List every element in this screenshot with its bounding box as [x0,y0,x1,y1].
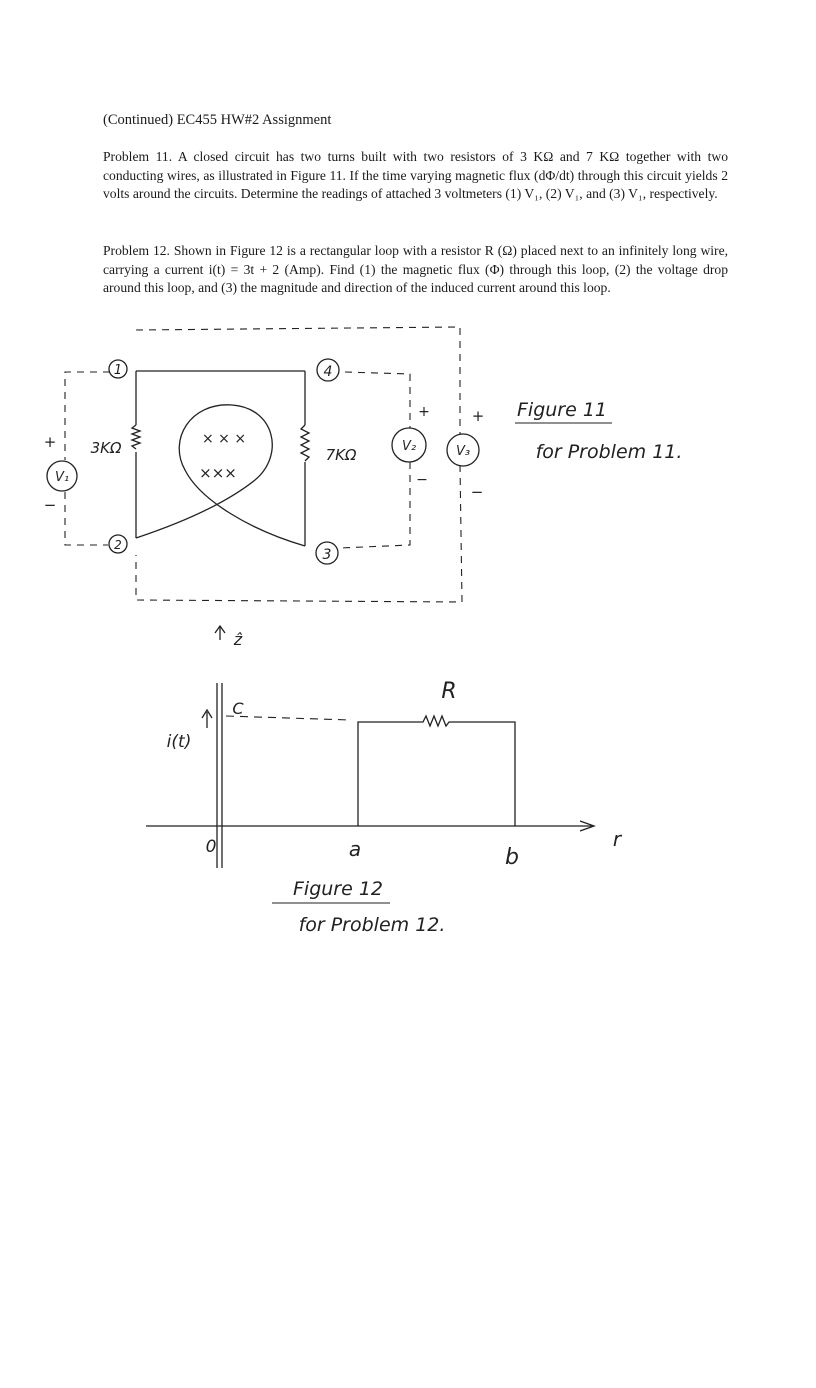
v2-lead-bottom [340,462,410,548]
figure-11-labels [44,363,683,563]
field-marks-row-1: × × × [201,431,247,447]
v1-minus-sign: − [43,496,57,514]
r-axis-label: r [612,827,622,851]
v3-lead-top [136,327,460,435]
v3-lead-bottom [136,465,462,602]
page-heading: (Continued) EC455 HW#2 Assignment [103,112,332,128]
rectangular-loop [358,716,515,826]
v2-plus-sign: + [418,404,430,420]
field-marks-row-2: ××× [199,464,237,482]
resistor-7k-symbol [301,425,309,461]
node-2-label: 2 [114,538,122,552]
v2-lead-top [345,372,410,428]
problem-12-text: Problem 12. Shown in Figure 12 is a rectangular loop with a resistor R (Ω) placed next to an infinitely long wire, carrying a current i(t) = 3t + 2 (Amp). Find (1) the magnetic flux (Φ) through this loop, (2) the voltage drop around this loop, and (3) the magnitude and direction of the induced current around this loop. [103,243,728,295]
caption-12-title: Figure 12 [292,878,384,900]
figure-12 [146,626,594,903]
v3-plus-sign: + [471,407,485,425]
resistor-r-label: R [441,679,457,704]
caption-11-subtitle: for Problem 11. [535,441,683,463]
resistor-3k-label: 3KΩ [90,439,122,457]
resistor-3k-symbol [132,425,140,449]
a-label: a [348,837,362,861]
origin-label: 0 [205,837,217,857]
current-label: i(t) [166,732,192,752]
v1-plus-sign: + [43,433,57,451]
b-label: b [505,845,519,870]
voltmeter-v1-label: V₁ [54,470,70,485]
v3-minus-sign: − [470,483,484,501]
node-4-label: 4 [323,364,333,380]
voltmeter-v2-label: V₂ [401,439,417,454]
resistor-7k-label: 7KΩ [325,446,357,464]
v2-minus-sign: − [416,472,428,488]
caption-11-title: Figure 11 [516,399,608,421]
node-1-label: 1 [113,363,123,378]
c-label: C [232,699,244,718]
z-axis-label: ẑ [233,630,243,649]
distance-dashed-line [226,716,350,720]
node-3-label: 3 [322,547,332,563]
v1-lead-bottom [65,492,108,545]
voltmeter-v3-label: V₃ [455,444,471,459]
caption-12-subtitle: for Problem 12. [298,914,446,936]
figure-12-labels [167,630,623,936]
problem-11-text: Problem 11. A closed circuit has two turns built with two resistors of 3 KΩ and 7 KΩ together with two conducting wires, as illustrated in Figure 11. If the time varying magnetic flux (dΦ/dt) through this circuit yields 2 volts around the circuits. Determine the readings of attached 3 voltmeters (1) V₁, (2) V₁, and (3) V₁, respectively. [103,149,728,201]
